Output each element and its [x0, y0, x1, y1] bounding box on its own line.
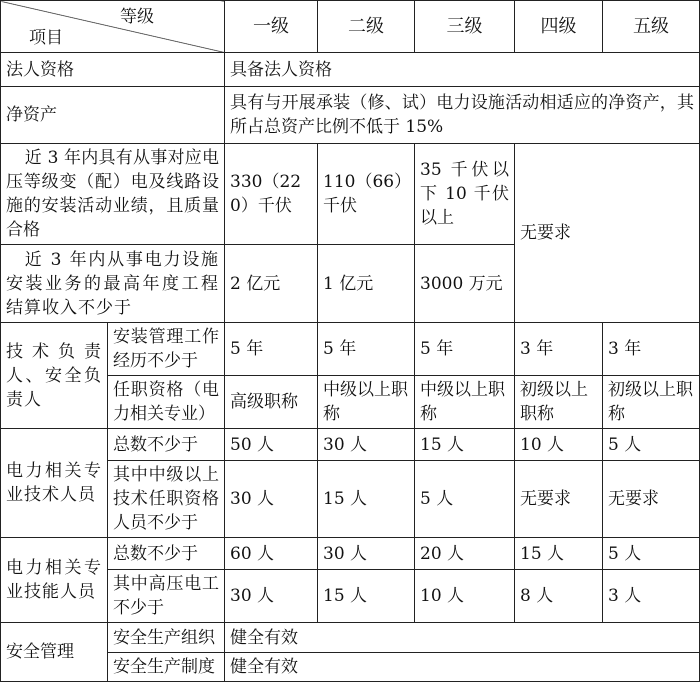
tech-staff-total-row: [1, 429, 700, 461]
performance-row: [1, 144, 700, 245]
skill-staff-hv-level-3: 10 人: [415, 570, 515, 623]
item-header: 项目: [29, 28, 63, 48]
title-label: 任职资格（电力相关专业）: [108, 376, 225, 429]
safety-org-row: [1, 623, 700, 653]
tech-staff-total-label: 总数不少于: [108, 429, 225, 461]
skill-staff-hv-level-1: 30 人: [225, 570, 318, 623]
tech-staff-mid-level-5: 无要求: [603, 461, 700, 538]
skill-staff-hv-level-4: 8 人: [515, 570, 603, 623]
tech-staff-total-level-2: 30 人: [318, 429, 415, 461]
no-requirement-cell: 无要求: [515, 144, 700, 323]
title-level-2: 中级以上职称: [318, 376, 415, 429]
level-2-header: 二级: [318, 1, 415, 53]
net-assets-row: [1, 87, 700, 144]
tech-staff-group-label: 电力相关专业技术人员: [1, 429, 108, 538]
level-4-header: 四级: [515, 1, 603, 53]
level-3-header: 三级: [415, 1, 515, 53]
tech-staff-mid-level-1: 30 人: [225, 461, 318, 538]
level-1-header: 一级: [225, 1, 318, 53]
skill-staff-total-level-2: 30 人: [318, 538, 415, 570]
tech-staff-total-level-3: 15 人: [415, 429, 515, 461]
tech-staff-mid-label: 其中中级以上技术任职资格人员不少于: [108, 461, 225, 538]
legal-row: [1, 53, 700, 87]
experience-level-5: 3 年: [603, 323, 700, 376]
level-5-header: 五级: [603, 1, 700, 53]
settlement-level-2: 1 亿元: [318, 245, 415, 323]
settlement-level-1: 2 亿元: [225, 245, 318, 323]
tech-staff-total-level-4: 10 人: [515, 429, 603, 461]
header-diagonal-cell: [1, 1, 225, 53]
grade-header: 等级: [120, 7, 154, 27]
performance-level-1: 330（220）千伏: [225, 144, 318, 245]
skill-staff-group-label: 电力相关专业技能人员: [1, 538, 108, 623]
experience-level-2: 5 年: [318, 323, 415, 376]
tech-leader-group-label: 技术负责人、安全负责人: [1, 323, 108, 429]
net-assets-value: 具有与开展承装（修、试）电力设施活动相适应的净资产，其所占总资产比例不低于 15%: [225, 87, 700, 144]
performance-label: 近 3 年内具有从事对应电压等级变（配）电及线路设施的安装活动业绩，且质量合格: [1, 144, 225, 245]
experience-level-3: 5 年: [415, 323, 515, 376]
tech-staff-total-level-5: 5 人: [603, 429, 700, 461]
legal-value: 具备法人资格: [225, 53, 700, 87]
skill-staff-total-level-4: 15 人: [515, 538, 603, 570]
tech-staff-mid-level-3: 5 人: [415, 461, 515, 538]
experience-label: 安装管理工作经历不少于: [108, 323, 225, 376]
performance-level-3: 35 千伏以下 10 千伏以上: [415, 144, 515, 245]
skill-staff-hv-level-5: 3 人: [603, 570, 700, 623]
settlement-label: 近 3 年内从事电力设施安装业务的最高年度工程结算收入不少于: [1, 245, 225, 323]
net-assets-label: 净资产: [1, 87, 225, 144]
tech-staff-mid-level-4: 无要求: [515, 461, 603, 538]
header-row: [1, 1, 700, 53]
performance-level-2: 110（66）千伏: [318, 144, 415, 245]
tech-staff-mid-level-2: 15 人: [318, 461, 415, 538]
skill-staff-total-level-5: 5 人: [603, 538, 700, 570]
skill-staff-total-level-3: 20 人: [415, 538, 515, 570]
title-level-5: 初级以上职称: [603, 376, 700, 429]
skill-staff-hv-label: 其中高压电工不少于: [108, 570, 225, 623]
legal-label: 法人资格: [1, 53, 225, 87]
skill-staff-hv-level-2: 15 人: [318, 570, 415, 623]
safety-system-label: 安全生产制度: [108, 653, 225, 682]
tech-leader-experience-row: [1, 323, 700, 376]
experience-level-4: 3 年: [515, 323, 603, 376]
experience-level-1: 5 年: [225, 323, 318, 376]
safety-org-label: 安全生产组织: [108, 623, 225, 653]
safety-system-value: 健全有效: [225, 653, 700, 682]
safety-group-label: 安全管理: [1, 623, 108, 682]
skill-staff-total-label: 总数不少于: [108, 538, 225, 570]
settlement-level-3: 3000 万元: [415, 245, 515, 323]
title-level-3: 中级以上职称: [415, 376, 515, 429]
title-level-1: 高级职称: [225, 376, 318, 429]
skill-staff-total-level-1: 60 人: [225, 538, 318, 570]
skill-staff-total-row: [1, 538, 700, 570]
safety-org-value: 健全有效: [225, 623, 700, 653]
title-level-4: 初级以上职称: [515, 376, 603, 429]
tech-staff-total-level-1: 50 人: [225, 429, 318, 461]
